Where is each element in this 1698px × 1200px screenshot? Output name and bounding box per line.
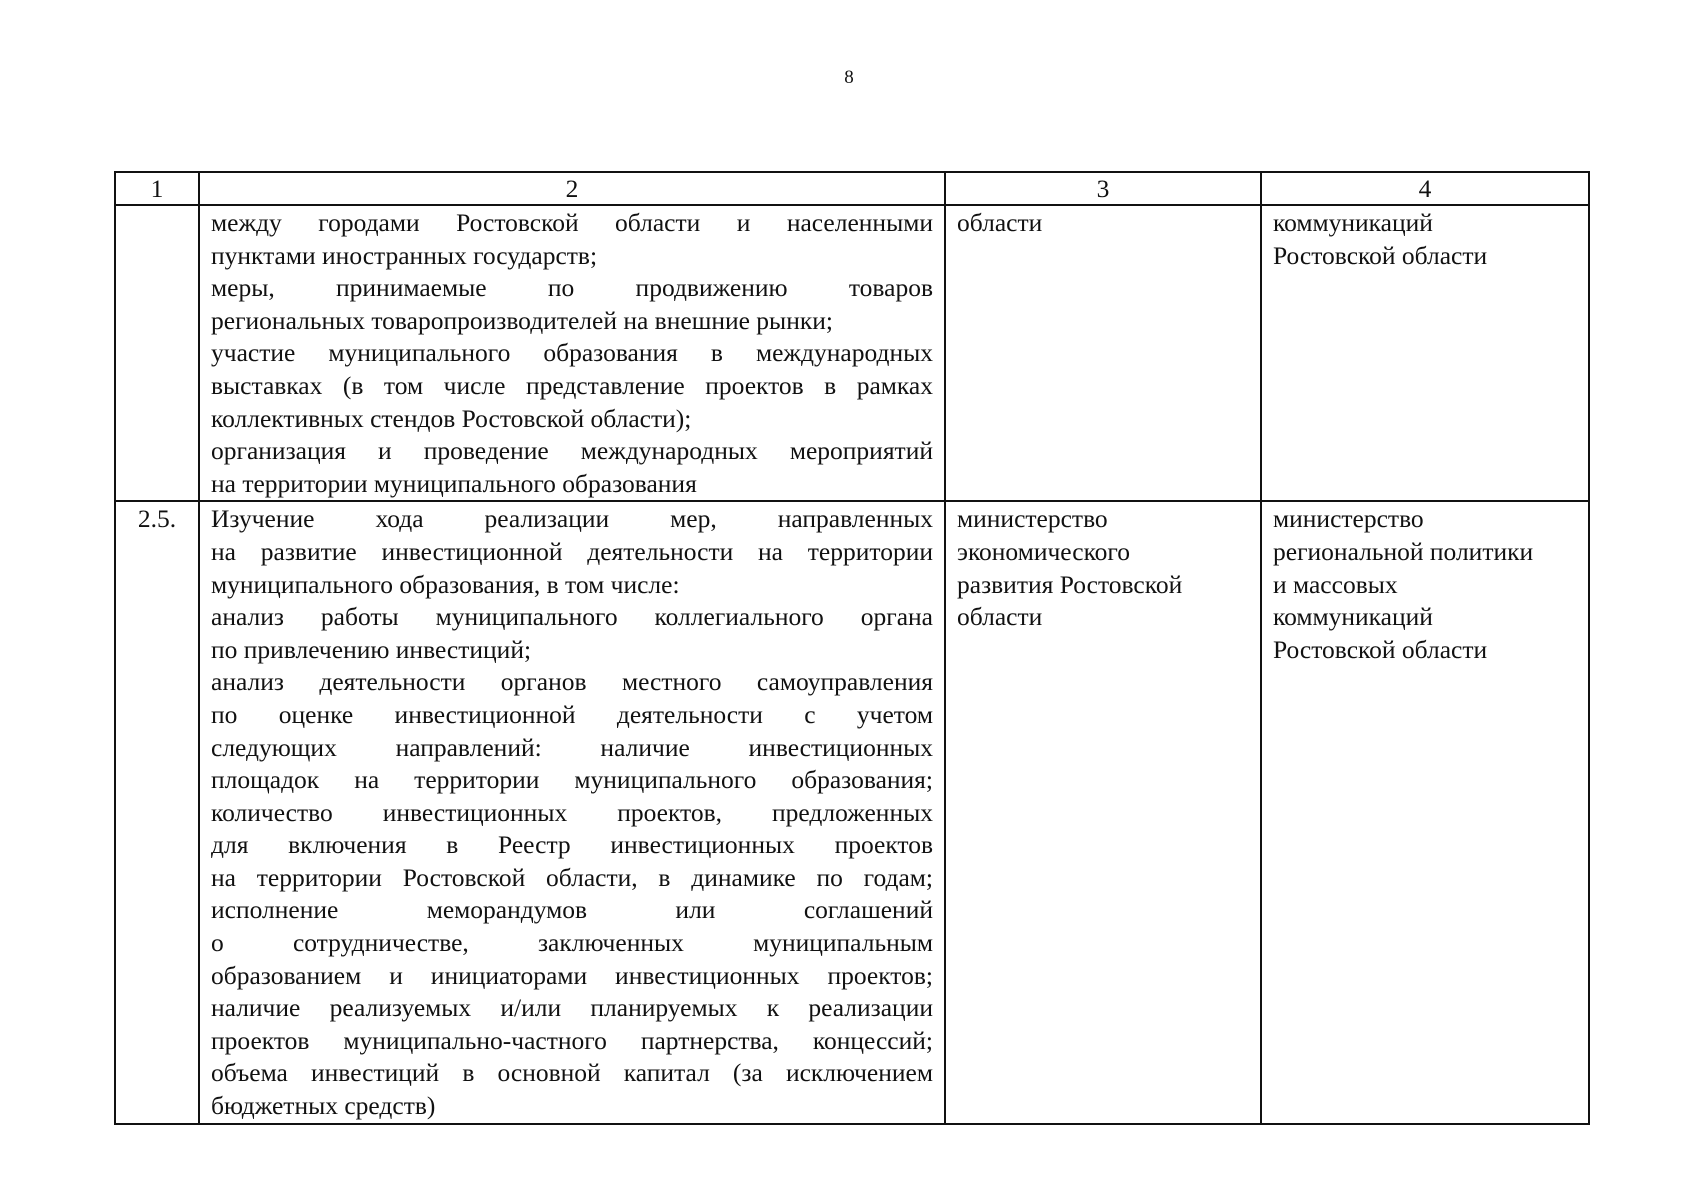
text-line: меры, принимаемые по продвижению товаров (211, 273, 933, 303)
text-line: между городами Ростовской области и населенными (211, 208, 933, 237)
text-line: организация и проведение международных мероприятий (211, 436, 933, 466)
text-line: и массовых (1273, 569, 1398, 599)
text-line: для включения в Реестр инвестиционных проектов (211, 830, 933, 860)
text-line: развития Ростовской (957, 569, 1183, 599)
text-line: о сотрудничестве, заключенных муниципальным (211, 928, 933, 958)
responsible-executor (945, 205, 1261, 501)
text-line: объема инвестиций в основной капитал (за исключением (211, 1058, 933, 1088)
text-line: по оценке инвестиционной деятельности с учетом (211, 699, 933, 729)
text-line: Ростовской области (1273, 240, 1488, 270)
measure-description (199, 205, 945, 501)
column-header-2: 2 (199, 172, 945, 205)
responsible-executor (945, 501, 1261, 1123)
column-header-3: 3 (945, 172, 1261, 205)
text-line: анализ деятельности органов местного самоуправления (211, 667, 933, 697)
document-table (114, 171, 1590, 1125)
table-row (115, 501, 1589, 1123)
text-line: коммуникаций (1273, 208, 1433, 237)
text-line: образованием и инициаторами инвестиционных проектов; (211, 960, 933, 990)
text-line: бюджетных средств) (211, 1091, 436, 1121)
text-line: муниципального образования, в том числе: (211, 569, 680, 599)
text-line: выставках (в том числе представление проектов в рамках (211, 370, 933, 400)
text-line: на территории муниципального образования (211, 468, 697, 498)
row-number (115, 205, 199, 501)
text-line: следующих направлений: наличие инвестиционных (211, 732, 933, 762)
text-line: региональных товаропроизводителей на внешние рынки; (211, 305, 833, 335)
text-line: области (957, 208, 1043, 237)
text-line: анализ работы муниципального коллегиального органа (211, 602, 933, 632)
text-line: на развитие инвестиционной деятельности на территории (211, 536, 933, 566)
text-line: министерство (1273, 504, 1424, 534)
column-header-1: 1 (115, 172, 199, 205)
text-line: коллективных стендов Ростовской области); (211, 403, 692, 433)
measure-description (199, 501, 945, 1123)
text-line: исполнение меморандумов или соглашений (211, 895, 933, 925)
text-line: региональной политики (1273, 536, 1534, 566)
table-header-row (115, 172, 1589, 205)
text-line: количество инвестиционных проектов, предложенных (211, 797, 933, 827)
co-executor (1261, 205, 1589, 501)
text-line: наличие реализуемых и/или планируемых к реализации (211, 993, 933, 1023)
row-number: 2.5. (115, 501, 199, 1123)
co-executor (1261, 501, 1589, 1123)
text-line: участие муниципального образования в международных (211, 338, 933, 368)
text-line: министерство (957, 504, 1108, 534)
text-line: пунктами иностранных государств; (211, 240, 598, 270)
text-line: Изучение хода реализации мер, направленных (211, 504, 933, 534)
column-header-4: 4 (1261, 172, 1589, 205)
text-line: по привлечению инвестиций; (211, 634, 532, 664)
text-line: площадок на территории муниципального образования; (211, 765, 933, 795)
text-line: коммуникаций (1273, 602, 1433, 632)
text-line: проектов муниципально-частного партнерства, концессий; (211, 1025, 933, 1055)
text-line: Ростовской области (1273, 634, 1488, 664)
text-line: на территории Ростовской области, в динамике по годам; (211, 862, 933, 892)
text-line: области (957, 602, 1043, 632)
table-row (115, 205, 1589, 501)
text-line: экономического (957, 536, 1130, 566)
page-number: 8 (844, 67, 854, 88)
